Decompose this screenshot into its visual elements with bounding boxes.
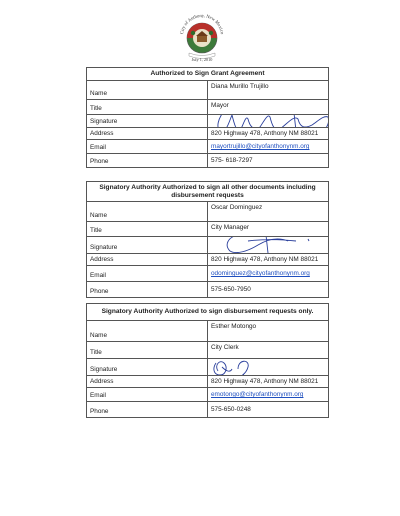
- phone-label: Phone: [87, 154, 208, 168]
- section-heading: Signatory Authority Authorized to sign disbursement requests only.: [87, 304, 329, 321]
- signature-label: Signature: [87, 359, 208, 376]
- signer-title: City Manager: [208, 222, 329, 237]
- title-label: Title: [87, 100, 208, 115]
- seal-bottom-text: July 1, 2010: [191, 57, 213, 62]
- address-label: Address: [87, 376, 208, 388]
- signer-address: 820 Highway 478, Anthony NM 88021: [208, 376, 329, 388]
- name-label: Name: [87, 81, 208, 100]
- address-label: Address: [87, 254, 208, 266]
- handwritten-signature: [208, 359, 329, 376]
- signer-email-link[interactable]: mayortrujillo@cityofanthonynm.org: [211, 143, 310, 150]
- email-label: Email: [87, 388, 208, 402]
- signer-phone: 575-650-7950: [208, 282, 329, 298]
- section-heading: Signatory Authority Authorized to sign all other documents including disbursement requests: [87, 182, 329, 202]
- handwritten-signature: [208, 115, 329, 128]
- email-label: Email: [87, 266, 208, 282]
- name-label: Name: [87, 202, 208, 222]
- signature-field: [208, 115, 329, 128]
- title-label: Title: [87, 342, 208, 359]
- signature-label: Signature: [87, 115, 208, 128]
- phone-label: Phone: [87, 282, 208, 298]
- signer-email-link[interactable]: emotongo@cityofanthonynm.org: [211, 391, 304, 398]
- address-label: Address: [87, 128, 208, 140]
- signature-field: [208, 359, 329, 376]
- signer-title: City Clerk: [208, 342, 329, 359]
- signer-address: 820 Highway 478, Anthony NM 88021: [208, 254, 329, 266]
- signer-phone: 575- 618-7297: [208, 154, 329, 168]
- section-heading: Authorized to Sign Grant Agreement: [87, 68, 329, 81]
- email-cell: [208, 388, 329, 402]
- signer-email-link[interactable]: odominguez@cityofanthonynm.org: [211, 270, 310, 277]
- signer-address: 820 Highway 478, Anthony NM 88021: [208, 128, 329, 140]
- signer-phone: 575-650-0248: [208, 402, 329, 418]
- city-seal: [176, 6, 228, 66]
- name-label: Name: [87, 321, 208, 342]
- signature-field: [208, 237, 329, 254]
- title-label: Title: [87, 222, 208, 237]
- email-cell: [208, 266, 329, 282]
- signer-name: Diana Murillo Trujillo: [208, 81, 329, 100]
- signer-name: Esther Motongo: [208, 321, 329, 342]
- email-label: Email: [87, 140, 208, 154]
- handwritten-signature: [208, 237, 329, 254]
- email-cell: [208, 140, 329, 154]
- phone-label: Phone: [87, 402, 208, 418]
- seal-top-text: City of Anthony, New Mexico: [179, 12, 225, 35]
- disbursement-signatory-table: [86, 303, 329, 418]
- signer-name: Oscar Dominguez: [208, 202, 329, 222]
- signer-title: Mayor: [208, 100, 329, 115]
- signature-label: Signature: [87, 237, 208, 254]
- grant-signer-table: [86, 67, 329, 168]
- general-signatory-table: [86, 181, 329, 298]
